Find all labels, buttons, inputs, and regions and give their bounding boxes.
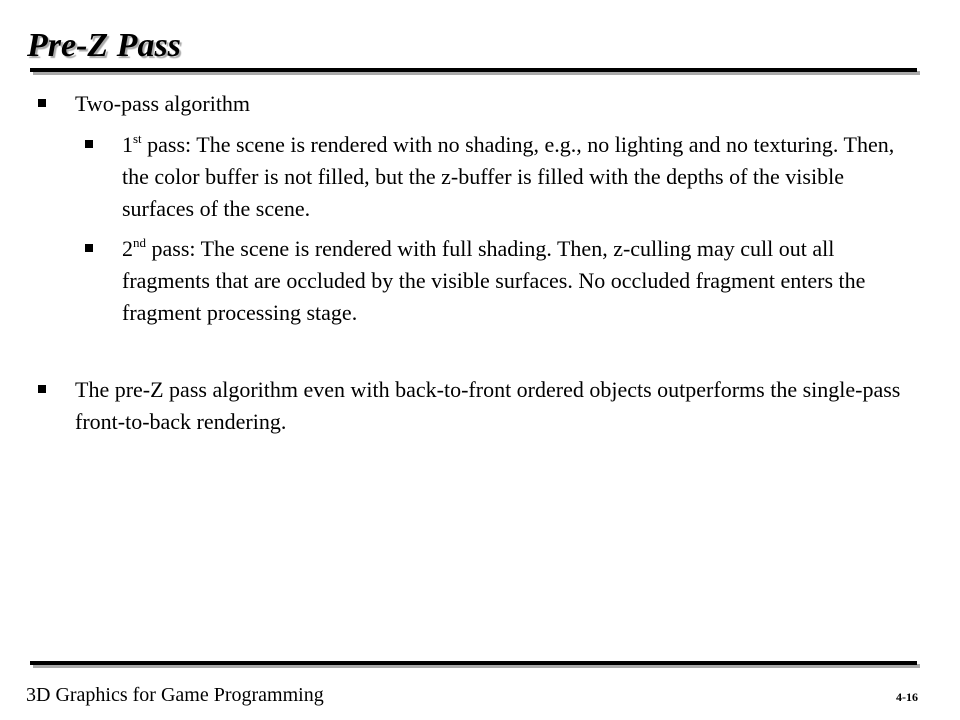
bullet-first-pass bbox=[85, 129, 912, 225]
bullet-performance-comparison bbox=[38, 374, 935, 438]
square-bullet-icon bbox=[38, 99, 46, 107]
title-divider bbox=[30, 68, 917, 72]
ordinal-number: 2 bbox=[122, 236, 133, 261]
ordinal-suffix: nd bbox=[133, 234, 146, 250]
ordinal-number: 1 bbox=[122, 132, 133, 157]
bullet-second-pass bbox=[85, 233, 912, 329]
footer-page-number: 4-16 bbox=[896, 690, 918, 704]
bullet-body: pass: The scene is rendered with full shading. Then, z-culling may cull out all fragments that are occluded by the visible surfaces. No occluded fragment enters the fragment processing stage. bbox=[122, 236, 866, 325]
square-bullet-icon bbox=[85, 244, 93, 252]
bullet-two-pass-algorithm bbox=[38, 88, 935, 120]
square-bullet-icon bbox=[38, 385, 46, 393]
footer-course-title: 3D Graphics for Game Programming bbox=[26, 684, 324, 706]
slide-title: Pre-Z Pass bbox=[27, 27, 181, 64]
footer-divider bbox=[30, 661, 917, 665]
bullet-text: Two-pass algorithm bbox=[75, 91, 251, 116]
bullet-text bbox=[122, 233, 912, 329]
bullet-body: pass: The scene is rendered with no shading, e.g., no lighting and no texturing. Then, the color buffer is not filled, but the z-buffer is filled with the depths of the visible surfaces of the scene. bbox=[122, 132, 895, 221]
square-bullet-icon bbox=[85, 140, 93, 148]
bullet-text: The pre-Z pass algorithm even with back-to-front ordered objects outperforms the single-pass front-to-back rendering. bbox=[75, 377, 901, 434]
bullet-text bbox=[122, 129, 912, 225]
ordinal-suffix: st bbox=[133, 130, 142, 146]
